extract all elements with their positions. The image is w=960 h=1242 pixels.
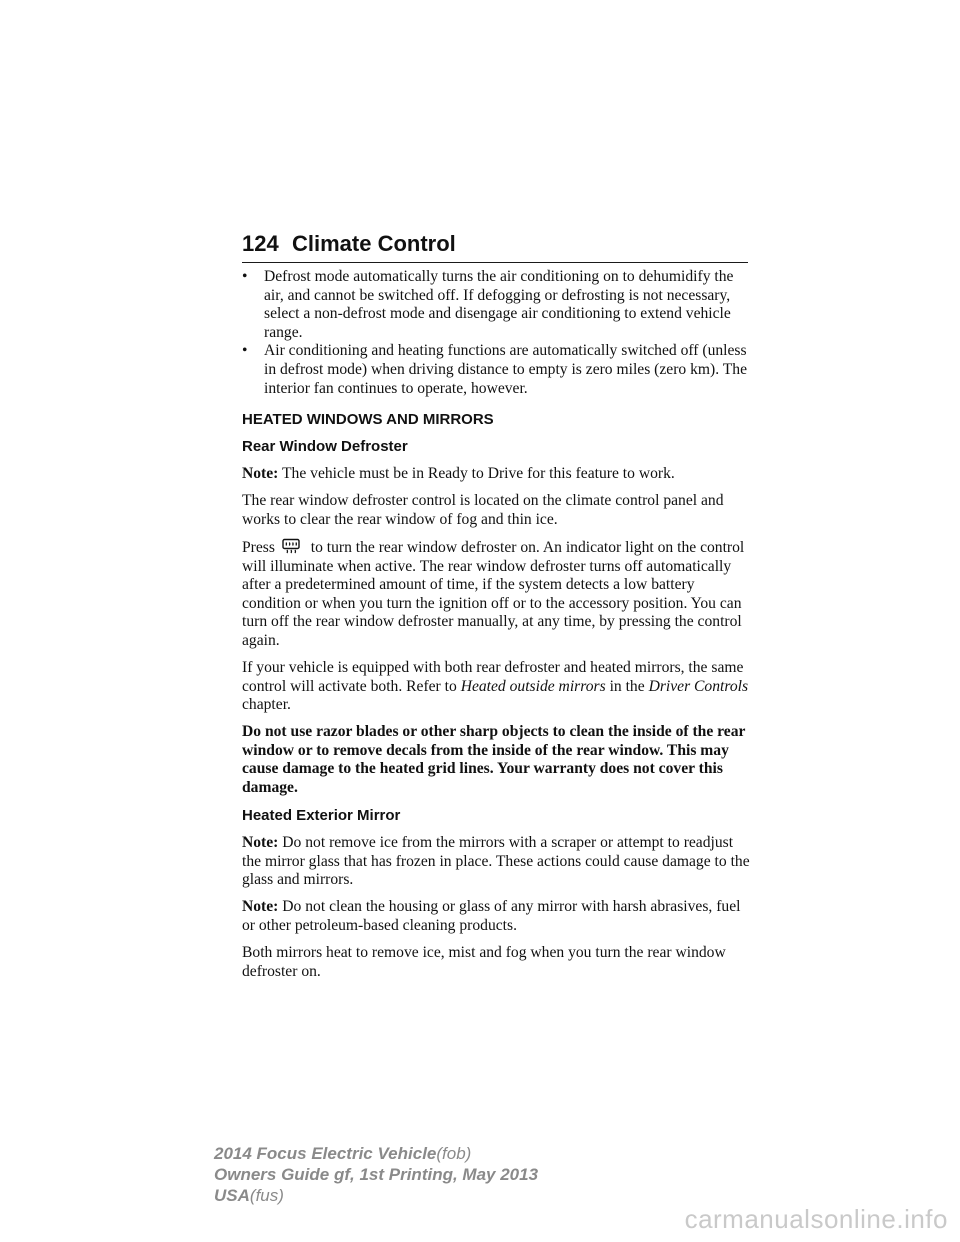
footer-line-1	[214, 1143, 538, 1164]
mirror-paragraph: Both mirrors heat to remove ice, mist and fog when you turn the rear window defroster on.	[242, 944, 726, 980]
footer-printing: Owners Guide gf, 1st Printing, May 2013	[214, 1165, 539, 1184]
subsection-heading-rear-defroster: Rear Window Defroster	[242, 438, 408, 456]
bullet-mark: •	[242, 268, 248, 285]
press-text: to turn the rear window defroster on. An indicator light on the control will illuminate when active. The rear window defroster turns off automatically after a predetermined amount of time, if the system detects a low battery condition or when you turn the ignition off or to the accessory position. You can turn off the rear window defroster manually, at any time, by pressing the control again.	[242, 538, 745, 649]
note-text: The vehicle must be in Ready to Drive for this feature to work.	[282, 465, 675, 483]
chapter-title: Climate Control	[292, 231, 456, 256]
footer-vehicle: 2014 Focus Electric Vehicle	[214, 1144, 437, 1163]
rear-defrost-icon	[281, 538, 301, 554]
bullet-text: Air conditioning and heating functions are automatically switched off (unless in defrost mode) when driving distance to empty is zero miles (zero km). The interior fan continues to operate, however.	[264, 342, 747, 397]
equipped-paragraph	[242, 659, 752, 715]
bullet-mark: •	[242, 342, 248, 360]
subsection-heading-heated-mirror: Heated Exterior Mirror	[242, 807, 401, 825]
section-heading: HEATED WINDOWS AND MIRRORS	[242, 411, 494, 429]
bullet-text: Defrost mode automatically turns the air conditioning on to dehumidify the air, and cannot be switched off. If defogging or defrosting is not necessary, select a non-defrost mode and disengage air conditioning to extend vehicle range.	[264, 268, 734, 341]
page-content	[242, 268, 752, 990]
footer-market: USA	[214, 1186, 250, 1205]
footer-market-code: (fus)	[249, 1186, 284, 1205]
location-paragraph: The rear window defroster control is located on the climate control panel and works to clear the rear window of fog and thin ice.	[242, 492, 724, 528]
equipped-text-2: in the	[609, 677, 645, 695]
note-label: Note:	[242, 465, 279, 483]
note-paragraph	[242, 465, 752, 484]
press-paragraph	[242, 538, 752, 651]
page-footer	[214, 1143, 538, 1206]
watermark: carmanualsonline.info	[684, 1204, 948, 1234]
equipped-text-3: chapter.	[242, 696, 291, 714]
footer-line-3	[214, 1185, 538, 1206]
press-word: Press	[242, 538, 275, 556]
footer-line-2	[214, 1164, 538, 1185]
note-label: Note:	[242, 834, 279, 852]
warning-paragraph: Do not use razor blades or other sharp objects to clean the inside of the rear window or to remove decals from the inside of the rear window. This may cause damage to the heated grid lines. Your warranty does not cover this damage.	[242, 723, 746, 797]
list-item	[242, 268, 752, 342]
reference-heated-outside-mirrors: Heated outside mirrors	[460, 677, 606, 695]
note-label: Note:	[242, 898, 279, 916]
note-paragraph	[242, 898, 752, 935]
list-item	[242, 342, 752, 398]
bullet-list	[242, 268, 752, 398]
note-text: Do not remove ice from the mirrors with a scraper or attempt to readjust the mirror glass that has frozen in place. These actions could cause damage to the glass and mirrors.	[242, 834, 750, 889]
equipped-text-1: If your vehicle is equipped with both rear defroster and heated mirrors, the same control will activate both. Refer to	[242, 659, 744, 695]
footer-vehicle-code: (fob)	[436, 1144, 472, 1163]
note-paragraph	[242, 834, 752, 890]
page-header	[242, 230, 748, 263]
note-text: Do not clean the housing or glass of any mirror with harsh abrasives, fuel or other petroleum-based cleaning products.	[242, 898, 741, 935]
reference-driver-controls: Driver Controls	[648, 677, 749, 695]
page-number: 124	[242, 231, 279, 256]
